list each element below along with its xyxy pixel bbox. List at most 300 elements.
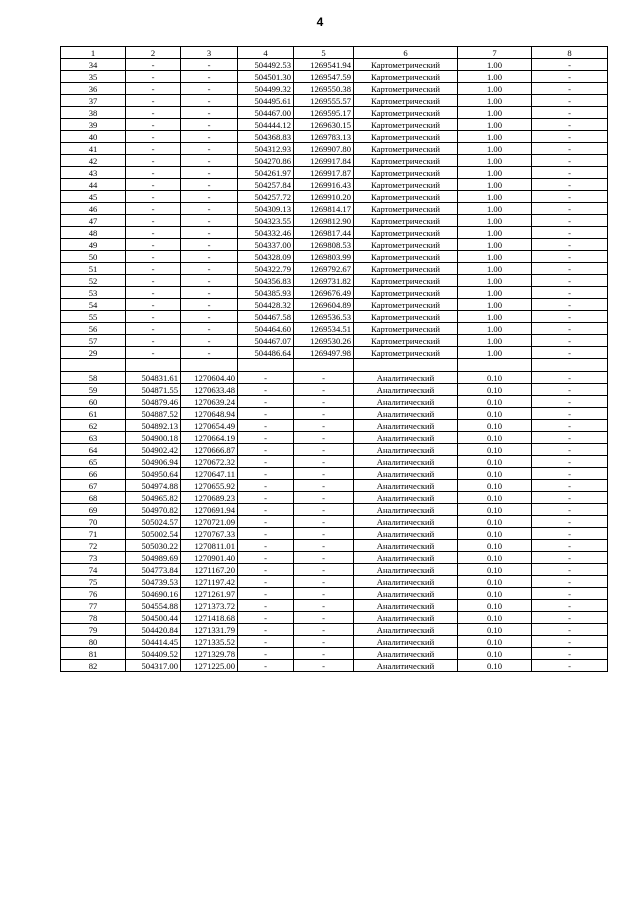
table-cell: - <box>532 107 608 119</box>
header-cell: 7 <box>458 47 532 59</box>
table-cell: 1271335.52 <box>181 636 238 648</box>
table-cell: - <box>238 468 294 480</box>
table-cell: 1270604.40 <box>181 372 238 384</box>
table-cell: - <box>126 143 181 155</box>
table-cell: 1270666.87 <box>181 444 238 456</box>
table-cell: - <box>126 323 181 335</box>
table-cell: Картометрический <box>354 251 458 263</box>
table-cell: 79 <box>61 624 126 636</box>
table-cell: Картометрический <box>354 215 458 227</box>
table-cell: 45 <box>61 191 126 203</box>
table-cell: 63 <box>61 432 126 444</box>
table-cell: 64 <box>61 444 126 456</box>
table-cell: 504467.58 <box>238 311 294 323</box>
table-cell: 0.10 <box>458 588 532 600</box>
coordinates-table <box>60 46 608 672</box>
table-cell: 504309.13 <box>238 203 294 215</box>
table-row <box>61 648 608 660</box>
table-row <box>61 335 608 347</box>
table-cell: 1269534.51 <box>294 323 354 335</box>
table-cell: 504900.18 <box>126 432 181 444</box>
table-row <box>61 155 608 167</box>
table-cell: 0.10 <box>458 540 532 552</box>
table-cell: - <box>532 468 608 480</box>
table-cell: 1.00 <box>458 119 532 131</box>
table-cell: Картометрический <box>354 179 458 191</box>
table-cell: Картометрический <box>354 131 458 143</box>
table-cell: 72 <box>61 540 126 552</box>
table-cell: 1269910.20 <box>294 191 354 203</box>
table-cell: Аналитический <box>354 588 458 600</box>
table-cell: Аналитический <box>354 648 458 660</box>
table-row <box>61 275 608 287</box>
table-cell: 1269803.99 <box>294 251 354 263</box>
table-cell: - <box>294 600 354 612</box>
table-cell: - <box>238 528 294 540</box>
table-cell: 73 <box>61 552 126 564</box>
table-cell: - <box>532 444 608 456</box>
table-cell: - <box>532 636 608 648</box>
table-row <box>61 480 608 492</box>
table-cell: Картометрический <box>354 275 458 287</box>
table-cell: 1.00 <box>458 299 532 311</box>
table-cell: Картометрический <box>354 203 458 215</box>
table-cell: 68 <box>61 492 126 504</box>
table-cell: - <box>532 227 608 239</box>
table-cell: Аналитический <box>354 444 458 456</box>
table-row <box>61 167 608 179</box>
table-cell: 29 <box>61 347 126 359</box>
table-row <box>61 71 608 83</box>
table-cell: 504356.83 <box>238 275 294 287</box>
table-cell: 76 <box>61 588 126 600</box>
table-cell: 1.00 <box>458 83 532 95</box>
table-cell: Аналитический <box>354 420 458 432</box>
table-row <box>61 636 608 648</box>
header-cell: 1 <box>61 47 126 59</box>
table-cell: 1.00 <box>458 275 532 287</box>
table-row <box>61 552 608 564</box>
table-row <box>61 251 608 263</box>
table-cell: - <box>532 408 608 420</box>
table-cell: 1.00 <box>458 239 532 251</box>
table-cell: - <box>126 83 181 95</box>
table-cell: 1.00 <box>458 143 532 155</box>
header-cell: 2 <box>126 47 181 59</box>
table-row <box>61 408 608 420</box>
table-row <box>61 227 608 239</box>
table-cell: 56 <box>61 323 126 335</box>
table-cell: 53 <box>61 287 126 299</box>
table-cell: Картометрический <box>354 107 458 119</box>
table-cell: - <box>238 480 294 492</box>
table-cell: - <box>532 203 608 215</box>
table-cell: - <box>532 432 608 444</box>
table-cell: 0.10 <box>458 648 532 660</box>
table-cell: - <box>532 384 608 396</box>
table-cell: 59 <box>61 384 126 396</box>
table-cell: - <box>181 71 238 83</box>
table-cell: - <box>238 396 294 408</box>
table-cell: 504892.13 <box>126 420 181 432</box>
table-row <box>61 263 608 275</box>
table-cell: - <box>532 576 608 588</box>
table-cell: 504871.55 <box>126 384 181 396</box>
blank-cell <box>458 359 532 372</box>
table-cell: Картометрический <box>354 155 458 167</box>
table-cell: - <box>238 444 294 456</box>
table-cell: - <box>126 263 181 275</box>
table-cell: - <box>126 191 181 203</box>
table-cell: 504965.82 <box>126 492 181 504</box>
table-cell: 504467.00 <box>238 107 294 119</box>
table-cell: 504486.64 <box>238 347 294 359</box>
table-cell: 0.10 <box>458 408 532 420</box>
table-cell: 1269812.90 <box>294 215 354 227</box>
table-cell: 504495.61 <box>238 95 294 107</box>
table-cell: 44 <box>61 179 126 191</box>
table-cell: 0.10 <box>458 504 532 516</box>
table-cell: Аналитический <box>354 660 458 672</box>
table-cell: 504257.72 <box>238 191 294 203</box>
table-cell: - <box>294 564 354 576</box>
table-cell: Аналитический <box>354 516 458 528</box>
table-cell: - <box>294 408 354 420</box>
table-cell: 58 <box>61 372 126 384</box>
table-cell: - <box>532 480 608 492</box>
table-row <box>61 504 608 516</box>
table-cell: - <box>532 191 608 203</box>
table-cell: 37 <box>61 95 126 107</box>
table-cell: 504974.88 <box>126 480 181 492</box>
table-cell: Аналитический <box>354 384 458 396</box>
table-cell: - <box>294 648 354 660</box>
table-cell: - <box>126 287 181 299</box>
table-cell: 504970.82 <box>126 504 181 516</box>
table-row <box>61 612 608 624</box>
table-cell: - <box>238 408 294 420</box>
table-cell: 0.10 <box>458 456 532 468</box>
table-row <box>61 119 608 131</box>
table-cell: 74 <box>61 564 126 576</box>
table-cell: - <box>294 456 354 468</box>
table-cell: 0.10 <box>458 480 532 492</box>
table-cell: - <box>181 227 238 239</box>
blank-cell <box>61 359 126 372</box>
table-cell: 1270647.11 <box>181 468 238 480</box>
table-row <box>61 191 608 203</box>
table-cell: - <box>181 251 238 263</box>
table-cell: 61 <box>61 408 126 420</box>
table-row <box>61 372 608 384</box>
table-cell: 1269595.17 <box>294 107 354 119</box>
table-cell: 1270633.48 <box>181 384 238 396</box>
table-cell: 1270691.94 <box>181 504 238 516</box>
table-cell: 38 <box>61 107 126 119</box>
table-cell: - <box>126 275 181 287</box>
table-cell: Картометрический <box>354 143 458 155</box>
table-cell: - <box>181 335 238 347</box>
table-cell: 34 <box>61 59 126 71</box>
table-cell: 504322.79 <box>238 263 294 275</box>
table-row <box>61 660 608 672</box>
table-cell: - <box>532 95 608 107</box>
table-cell: 1.00 <box>458 179 532 191</box>
table-cell: 46 <box>61 203 126 215</box>
table-cell: - <box>126 251 181 263</box>
table-cell: - <box>532 335 608 347</box>
table-cell: 0.10 <box>458 396 532 408</box>
table-cell: - <box>532 143 608 155</box>
table-cell: 504831.61 <box>126 372 181 384</box>
table-cell: - <box>238 600 294 612</box>
table-cell: - <box>532 167 608 179</box>
table-cell: 1270664.19 <box>181 432 238 444</box>
table-cell: - <box>294 420 354 432</box>
table-cell: - <box>532 612 608 624</box>
table-cell: - <box>532 624 608 636</box>
table-cell: 504323.55 <box>238 215 294 227</box>
table-cell: - <box>294 432 354 444</box>
table-cell: - <box>532 287 608 299</box>
table-cell: 52 <box>61 275 126 287</box>
table-cell: - <box>238 456 294 468</box>
table-cell: 1.00 <box>458 227 532 239</box>
table-cell: 1270767.33 <box>181 528 238 540</box>
table-cell: 1269550.38 <box>294 83 354 95</box>
table-cell: - <box>532 564 608 576</box>
table-cell: Аналитический <box>354 540 458 552</box>
table-cell: 1270901.40 <box>181 552 238 564</box>
table-cell: 1269808.53 <box>294 239 354 251</box>
table-cell: 504414.45 <box>126 636 181 648</box>
table-cell: - <box>126 203 181 215</box>
table-cell: - <box>238 516 294 528</box>
table-cell: 504328.09 <box>238 251 294 263</box>
table-cell: 57 <box>61 335 126 347</box>
table-cell: - <box>532 660 608 672</box>
table-cell: 1269676.49 <box>294 287 354 299</box>
table-cell: - <box>238 648 294 660</box>
table-cell: 1.00 <box>458 323 532 335</box>
table-row <box>61 516 608 528</box>
table-row <box>61 215 608 227</box>
table-cell: 1269917.87 <box>294 167 354 179</box>
blank-cell <box>181 359 238 372</box>
table-cell: 504492.53 <box>238 59 294 71</box>
table-cell: 75 <box>61 576 126 588</box>
table-cell: 0.10 <box>458 516 532 528</box>
table-cell: 504337.00 <box>238 239 294 251</box>
table-row <box>61 468 608 480</box>
table-row <box>61 179 608 191</box>
table-cell: Картометрический <box>354 167 458 179</box>
table-row <box>61 396 608 408</box>
table-cell: - <box>532 251 608 263</box>
table-cell: 1269783.13 <box>294 131 354 143</box>
table-cell: - <box>126 155 181 167</box>
table-cell: 41 <box>61 143 126 155</box>
table-cell: - <box>238 372 294 384</box>
table-cell: - <box>126 131 181 143</box>
table-cell: Аналитический <box>354 504 458 516</box>
table-cell: - <box>238 420 294 432</box>
table-cell: - <box>532 456 608 468</box>
table-cell: 1.00 <box>458 287 532 299</box>
table-cell: Картометрический <box>354 119 458 131</box>
table-cell: - <box>181 287 238 299</box>
table-cell: 1.00 <box>458 131 532 143</box>
table-cell: 47 <box>61 215 126 227</box>
table-cell: 0.10 <box>458 552 532 564</box>
table-cell: - <box>126 227 181 239</box>
header-cell: 6 <box>354 47 458 59</box>
table-cell: - <box>532 420 608 432</box>
table-cell: - <box>181 167 238 179</box>
table-cell: - <box>532 311 608 323</box>
table-cell: 1271418.68 <box>181 612 238 624</box>
table-cell: 0.10 <box>458 600 532 612</box>
table-cell: Аналитический <box>354 552 458 564</box>
table-cell: Картометрический <box>354 287 458 299</box>
table-cell: 62 <box>61 420 126 432</box>
table-cell: - <box>126 335 181 347</box>
table-cell: 1269731.82 <box>294 275 354 287</box>
table-row <box>61 95 608 107</box>
table-cell: 49 <box>61 239 126 251</box>
table-cell: Аналитический <box>354 396 458 408</box>
table-cell: Аналитический <box>354 576 458 588</box>
table-cell: 504902.42 <box>126 444 181 456</box>
table-cell: - <box>238 384 294 396</box>
table-cell: Картометрический <box>354 335 458 347</box>
table-cell: - <box>238 660 294 672</box>
table-cell: 1.00 <box>458 95 532 107</box>
table-cell: 1270655.92 <box>181 480 238 492</box>
table-cell: 66 <box>61 468 126 480</box>
table-row <box>61 59 608 71</box>
table-row <box>61 311 608 323</box>
table-cell: 1271167.20 <box>181 564 238 576</box>
table-cell: - <box>532 131 608 143</box>
table-cell: 504773.84 <box>126 564 181 576</box>
table-row <box>61 624 608 636</box>
table-cell: 504879.46 <box>126 396 181 408</box>
table-row <box>61 384 608 396</box>
table-cell: Аналитический <box>354 636 458 648</box>
table-cell: 71 <box>61 528 126 540</box>
table-cell: Картометрический <box>354 347 458 359</box>
table-cell: - <box>532 372 608 384</box>
table-cell: 42 <box>61 155 126 167</box>
table-cell: 40 <box>61 131 126 143</box>
table-cell: - <box>532 71 608 83</box>
table-cell: 0.10 <box>458 468 532 480</box>
table-cell: - <box>294 480 354 492</box>
table-cell: - <box>238 576 294 588</box>
cartometric-rows <box>61 59 608 359</box>
table-cell: Картометрический <box>354 71 458 83</box>
blank-cell <box>238 359 294 372</box>
table-cell: Картометрический <box>354 59 458 71</box>
table-cell: 1269814.17 <box>294 203 354 215</box>
table-cell: 1269541.94 <box>294 59 354 71</box>
table-cell: 55 <box>61 311 126 323</box>
table-row <box>61 492 608 504</box>
table-cell: 504428.32 <box>238 299 294 311</box>
table-cell: 0.10 <box>458 492 532 504</box>
header-cell: 4 <box>238 47 294 59</box>
table-cell: - <box>126 299 181 311</box>
table-cell: 504739.53 <box>126 576 181 588</box>
table-cell: 77 <box>61 600 126 612</box>
table-cell: 50 <box>61 251 126 263</box>
table-row <box>61 444 608 456</box>
table-cell: - <box>532 588 608 600</box>
table-row <box>61 432 608 444</box>
table-cell: 1271373.72 <box>181 600 238 612</box>
table-row <box>61 600 608 612</box>
table-cell: - <box>532 83 608 95</box>
table-cell: - <box>532 119 608 131</box>
table-cell: 0.10 <box>458 384 532 396</box>
table-cell: - <box>532 600 608 612</box>
table-cell: - <box>238 504 294 516</box>
table-cell: 0.10 <box>458 624 532 636</box>
table-cell: 0.10 <box>458 420 532 432</box>
table-row <box>61 528 608 540</box>
table-cell: - <box>532 59 608 71</box>
table-cell: - <box>294 468 354 480</box>
table-row <box>61 83 608 95</box>
table-row <box>61 143 608 155</box>
table-cell: - <box>532 492 608 504</box>
table-cell: - <box>181 95 238 107</box>
table-cell: - <box>126 239 181 251</box>
table-cell: Аналитический <box>354 624 458 636</box>
blank-cell <box>354 359 458 372</box>
table-cell: - <box>126 215 181 227</box>
table-cell: - <box>294 588 354 600</box>
table-cell: 78 <box>61 612 126 624</box>
table-cell: Аналитический <box>354 480 458 492</box>
table-cell: 39 <box>61 119 126 131</box>
table-cell: - <box>294 552 354 564</box>
table-cell: Аналитический <box>354 528 458 540</box>
table-row <box>61 588 608 600</box>
table-row <box>61 576 608 588</box>
table-cell: 504257.84 <box>238 179 294 191</box>
table-cell: 504409.52 <box>126 648 181 660</box>
table-cell: 1.00 <box>458 251 532 263</box>
table-cell: Картометрический <box>354 227 458 239</box>
table-cell: - <box>238 564 294 576</box>
table-cell: - <box>181 275 238 287</box>
table-cell: 1269630.15 <box>294 119 354 131</box>
table-cell: 504906.94 <box>126 456 181 468</box>
table-row <box>61 323 608 335</box>
table-cell: - <box>294 516 354 528</box>
table-cell: 0.10 <box>458 612 532 624</box>
table-cell: Аналитический <box>354 432 458 444</box>
table-cell: 1.00 <box>458 71 532 83</box>
table-cell: - <box>294 540 354 552</box>
analytic-rows <box>61 372 608 672</box>
table-cell: - <box>181 107 238 119</box>
table-row <box>61 203 608 215</box>
table-cell: 60 <box>61 396 126 408</box>
table-cell: 504989.69 <box>126 552 181 564</box>
